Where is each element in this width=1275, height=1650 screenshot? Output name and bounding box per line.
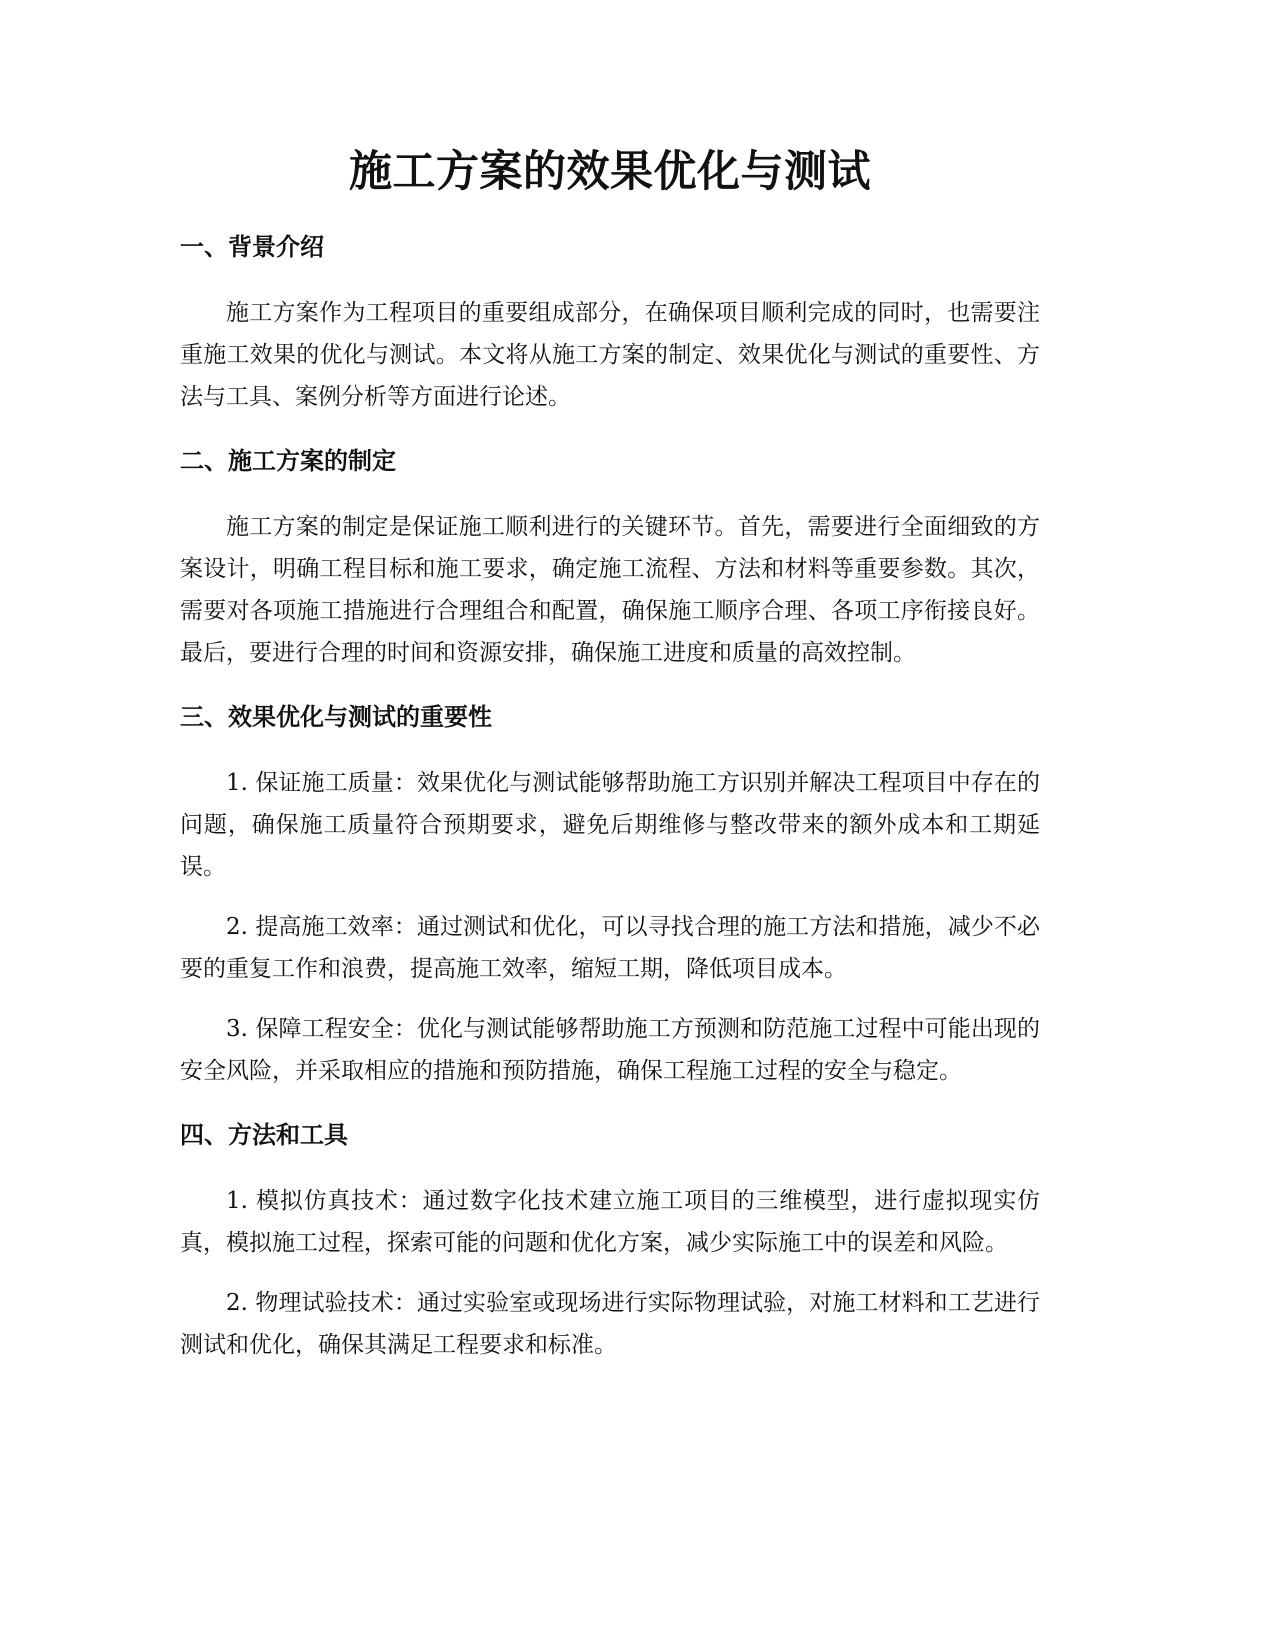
section-heading-importance: 三、效果优化与测试的重要性 [180,703,492,731]
paragraph-importance-quality: 1. 保证施工质量：效果优化与测试能够帮助施工方识别并解决工程项目中存在的问题，确保施工质量符合预期要求，避免后期维修与整改带来的额外成本和工期延误。 [180,770,1040,880]
paragraph-methods-simulation: 1. 模拟仿真技术：通过数字化技术建立施工项目的三维模型，进行虚拟现实仿真，模拟施工过程，探索可能的问题和优化方案，减少实际施工中的误差和风险。 [180,1188,1040,1256]
section-heading-plan-formulation: 二、施工方案的制定 [180,447,396,475]
paragraph-importance-safety: 3. 保障工程安全：优化与测试能够帮助施工方预测和防范施工过程中可能出现的安全风险，并采取相应的措施和预防措施，确保工程施工过程的安全与稳定。 [180,1016,1040,1084]
paragraph-plan-formulation: 施工方案的制定是保证施工顺利进行的关键环节。首先，需要进行全面细致的方案设计，明确工程目标和施工要求，确定施工流程、方法和材料等重要参数。其次，需要对各项施工措施进行合理组合和配置，确保施工顺序合理、各项工序衔接良好。最后，要进行合理的时间和资源安排，确保施工进度和质量的高效控制。 [180,514,1040,666]
document-page [180,0,1040,1366]
paragraph-methods-physical-testing: 2. 物理试验技术：通过实验室或现场进行实际物理试验，对施工材料和工艺进行测试和优化，确保其满足工程要求和标准。 [180,1290,1040,1358]
paragraph-importance-efficiency: 2. 提高施工效率：通过测试和优化，可以寻找合理的施工方法和措施，减少不必要的重复工作和浪费，提高施工效率，缩短工期，降低项目成本。 [180,914,1040,982]
section-heading-methods-tools: 四、方法和工具 [180,1121,348,1149]
paragraph-background: 施工方案作为工程项目的重要组成部分，在确保项目顺利完成的同时，也需要注重施工效果的优化与测试。本文将从施工方案的制定、效果优化与测试的重要性、方法与工具、案例分析等方面进行论述。 [180,300,1040,410]
document-title: 施工方案的效果优化与测试 [349,147,871,197]
section-heading-background: 一、背景介绍 [180,233,324,261]
